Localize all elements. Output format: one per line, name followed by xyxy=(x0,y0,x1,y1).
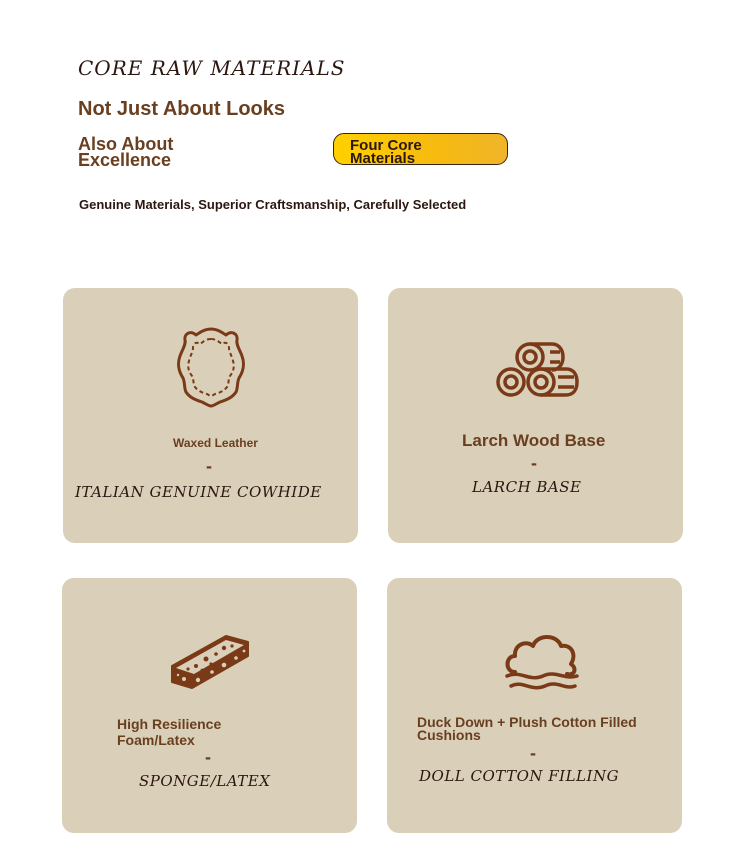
headline: Not Just About Looks xyxy=(78,98,286,120)
card-separator: - xyxy=(530,743,536,763)
card-title: Duck Down + Plush Cotton Filled Cushions xyxy=(417,714,637,743)
subheadline: Also About Excellence xyxy=(78,134,174,170)
material-card-foam xyxy=(62,578,357,833)
card-subtitle: ITALIAN GENUINE COWHIDE xyxy=(75,483,322,501)
card-subtitle: DOLL COTTON FILLING xyxy=(419,767,620,785)
cloud-cushion-icon xyxy=(501,632,581,694)
card-title: Waxed Leather xyxy=(173,436,258,450)
card-title: High Resilience Foam/Latex xyxy=(117,716,222,748)
card-subtitle: LARCH BASE xyxy=(472,478,582,496)
material-card-leather xyxy=(63,288,358,543)
card-separator: - xyxy=(205,747,211,767)
foam-sponge-icon xyxy=(166,632,252,694)
card-title: Larch Wood Base xyxy=(462,431,606,450)
wood-logs-icon xyxy=(496,340,580,398)
leather-hide-icon xyxy=(176,326,246,408)
material-card-cushion xyxy=(387,578,682,833)
pill-label: Four Core Materials xyxy=(350,137,422,167)
material-card-wood xyxy=(388,288,683,543)
tagline: Genuine Materials, Superior Craftsmanship, Carefully Selected xyxy=(79,197,467,212)
card-subtitle: SPONGE/LATEX xyxy=(139,772,271,790)
header-eyebrow: CORE RAW MATERIALS xyxy=(78,56,346,80)
four-core-materials-pill xyxy=(333,133,508,165)
card-separator: - xyxy=(531,453,537,473)
card-separator: - xyxy=(206,456,212,476)
